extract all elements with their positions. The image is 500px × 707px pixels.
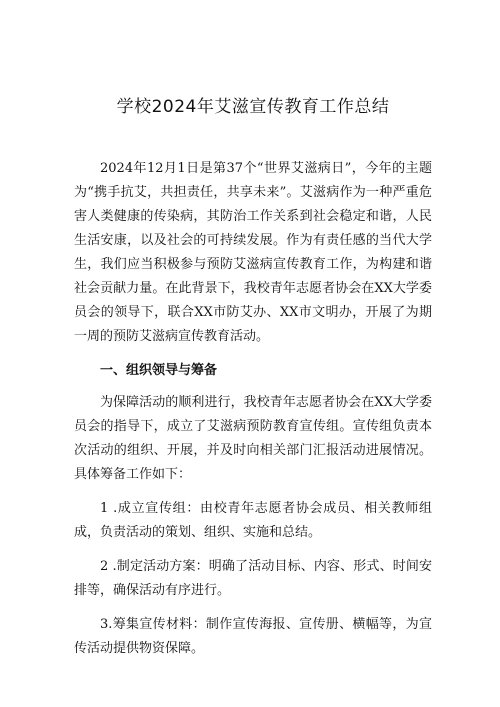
intro-paragraph: 2024年12月1日是第37个“世界艾滋病日”，今年的主题为“携手抗艾，共担责任，共享未来”。艾滋病作为一种严重危害人类健康的传染病，其防治工作关系到社会稳定和谐，人民生活安康，以及社会的可持续发展。作为有责任感的当代大学生，我们应当积极参与预防艾滋病宣传教育工作，为构建和谐社会贡献力量。在此背景下，我校青年志愿者协会在XX大学委员会的领导下，联合XX市防艾办、XX市文明办，开展了为期一周的预防艾滋病宣传教育活动。 <box>74 161 432 344</box>
body-paragraph: 为保障活动的顺利进行，我校青年志愿者协会在XX大学委员会的指导下，成立了艾滋病预防教育宣传组。宣传组负责本次活动的组织、开展，并及时向相关部门汇报活动进展情况。具体筹备工作如下： <box>74 395 432 482</box>
list-item: 3.筹集宣传材料：制作宣传海报、宣传册、横幅等，为宣传活动提供物资保障。 <box>74 617 432 656</box>
list-item: 2 .制定活动方案：明确了活动目标、内容、形式、时间安排等，确保活动有序进行。 <box>74 559 432 598</box>
document-title: 学校2024年艾滋宣传教育工作总结 <box>116 97 390 117</box>
section-heading: 一、组织领导与筹备 <box>100 363 218 378</box>
list-item: 1 .成立宣传组：由校青年志愿者协会成员、相关教师组成，负责活动的策划、组织、实施和总结。 <box>74 501 432 540</box>
